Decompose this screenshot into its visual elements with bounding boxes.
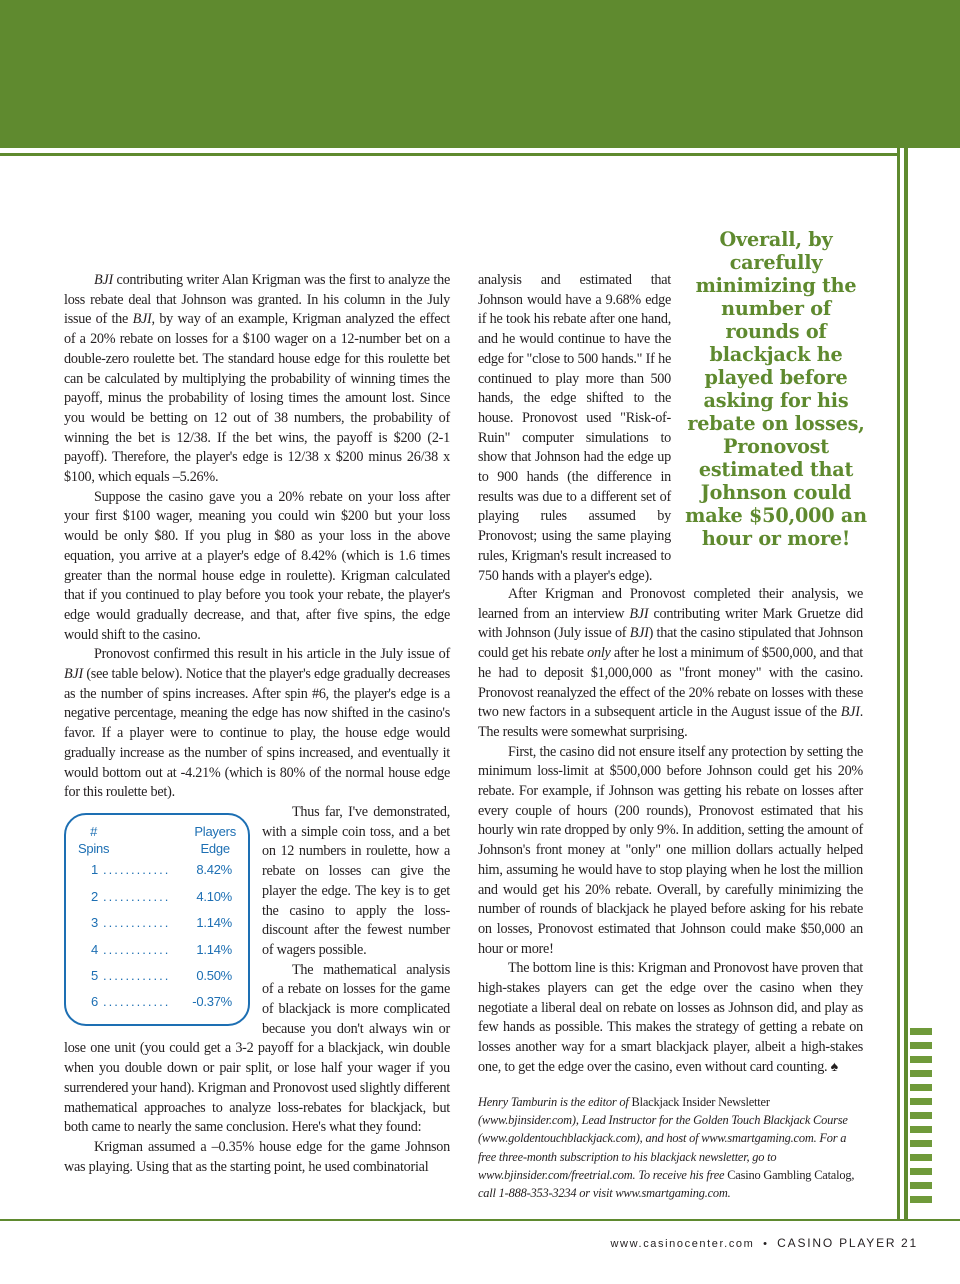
table-header: # Spins Players Edge: [78, 823, 236, 856]
paragraph: Thus far, I've demonstrated, with a simple coin toss, and a bet on 12 numbers in roulette, how a rebate on losses can give the player the edge. The key is to get the casino to apply the loss-discount after the fewest number of wagers possible.: [262, 803, 450, 958]
table-row: 5 ............ 0.50%: [91, 967, 232, 983]
spins-edge-table: [64, 813, 250, 1026]
paragraph: The bottom line is this: Krigman and Pronovost have proven that high-stakes players can get the edge over the casino when they negotiate a liberal deal on rebate on losses as Johnson did, and play as few hands as possible. This makes the strategy of getting a rebate on losses another way for a smart blackjack player, albeit a high-stakes one, to get the edge over the casino, even without card counting. ♠: [478, 960, 863, 1075]
paragraph: After Krigman and Pronovost completed their analysis, we learned from an interview BJI contributing writer Mark Gruetze did with Johnson (July issue of BJI) that the casino stipulated that Johnson could get his rebate only after he lost a minimum of $500,000, and that he had to deposit $1,000,000 as "front money" with the casino. Pronovost reanalyzed the effect of the 20% rebate on losses with these two new factors in a subsequent article in the August issue of the BJI. The results were somewhat surprising.: [478, 586, 863, 740]
table-row: 2 ............ 4.10%: [91, 888, 232, 904]
paragraph: First, the casino did not ensure itself any protection by setting the minimum loss-limit at $500,000 before Johnson could get his 20% rebate. For example, if Johnson was getting his rebate on losses after every couple of hours (200 rounds), Pronovost estimated that his hourly win rate dropped by only 9%. In addition, setting the amount of Johnson's front money at "only" one million dollars actually helped him, assuming he would have to stop playing when he lost the million and would get his 20% rebate. Overall, by carefully minimizing the number of rounds of blackjack he played before asking for his rebate on losses, Pronovost estimated that Johnson could make $50,000 an hour or more!: [478, 743, 863, 957]
table-row: 6 ............ -0.37%: [91, 994, 232, 1010]
spade-end-mark-icon: ♠: [830, 1058, 838, 1075]
page-number: 21: [901, 1236, 918, 1250]
pull-quote: Overall, by carefully minimizing the number of rounds of blackjack he played before asking for his rebate on losses, Pronovost estimated that Johnson could make $50,000 an hour or more!: [685, 228, 867, 550]
top-color-band: [0, 0, 960, 148]
right-margin-rule-inner: [904, 148, 908, 1221]
table-row: 1 ............ 8.42%: [91, 862, 232, 878]
paragraph: BJI contributing writer Alan Krigman was the first to analyze the loss rebate deal that Johnson was granted. In his column in the July issue of the BJI, by way of an example, Krigman analyzed the effect of a 20% rebate on losses for a $100 wager on a 12-number bet on a double-zero roulette bet. The standard house edge for this roulette bet can be calculated by multiplying the probability of winning times the payoff, minus the probability of losing times the amount lost. Since you would be betting on 12 out of 38 numbers, the probability of winning the bet is 12/38. If the bet wins, the payoff is $200 (2-1 payoff). Therefore, the player's edge is 12/38 x $200 minus 26/38 x $100, which equals –5.26%.: [64, 272, 450, 486]
footer-publication-name: CASINO PLAYER: [777, 1236, 897, 1250]
right-margin-rule: [897, 148, 900, 1221]
top-divider-line: [0, 153, 900, 156]
article-column-middle: [478, 271, 671, 586]
footer-site-url: www.casinocenter.com: [610, 1238, 755, 1250]
paragraph: Krigman assumed a –0.35% house edge for the game Johnson was playing. Using that as the starting point, he used combinatorial: [64, 1138, 450, 1175]
paragraph: The mathematical analysis of a rebate on losses for the game of blackjack is more complicated because you don't always win or lose one unit (you could get a 3-2 payoff for a blackjack, win double when you double down or pair split, or lose half your wager if you surrendered your hand). Krigman and Pronovost used slightly different mathematical approaches to analyze loss-rebates for blackjack, but both came to nearly the same conclusion. Here's what they found:: [64, 961, 450, 1136]
table-row: 3 ............ 1.14%: [91, 915, 232, 931]
author-bio: Henry Tamburin is the editor of Blackjack Insider Newsletter (www.bjinsider.com), Lead Instructor for the Golden Touch Blackjack Course (www.goldentouchblackjack.com), and host of www.smartgaming.com. For a free three-month subscription to his blackjack newsletter, go to www.bjinsider.com/freetrial.com. To receive his free Casino Gambling Catalog, call 1-888-353-3234 or visit www.smartgaming.com.: [478, 1095, 855, 1201]
decorative-stripes: [910, 1028, 932, 1210]
bottom-divider-line: [0, 1219, 960, 1221]
paragraph: Pronovost confirmed this result in his article in the July issue of BJI (see table below). Notice that the player's edge gradually decreases as the number of spins increases. After spin #6, the player's edge is a negative percentage, meaning the edge has now shifted in the casino's favor. If a player were to continue to play, the house edge would gradually increase as the number of spins increased, and eventually it would bottom out at -4.21% (which is 80% of the normal house edge for this roulette bet).: [64, 646, 450, 801]
table-row: 4 ............ 1.14%: [91, 941, 232, 957]
page-footer: www.casinocenter.com • CASINO PLAYER 21: [610, 1236, 918, 1250]
article-column-right: [478, 585, 863, 1078]
article-column-left: [64, 271, 450, 1177]
paragraph: analysis and estimated that Johnson would have a 9.68% edge if he took his rebate after one hand, and he would continue to have the edge for "close to 500 hands." If he continued to play more than 500 hands, the edge shifted to the house. Pronovost used "Risk-of-Ruin" computer simulations to show that Johnson had the edge up to 900 hands (the difference in results was due to a different set of playing rules assumed by Pronovost; using the same playing rules, Krigman's result increased to 750 hands with a player's edge).: [478, 272, 671, 584]
paragraph: Suppose the casino gave you a 20% rebate on your loss after your first $100 wager, meaning you could win $200 but your loss would be only $80. If you plug in $80 as your loss in the above equation, you arrive at a player's edge of 8.42% (which is 1.6 times greater than the normal house edge in roulette). Krigman calculated that if you continued to play before you took your rebate, the player's edge would gradually decrease, and that, after five spins, the edge would shift to the casino.: [64, 488, 450, 643]
